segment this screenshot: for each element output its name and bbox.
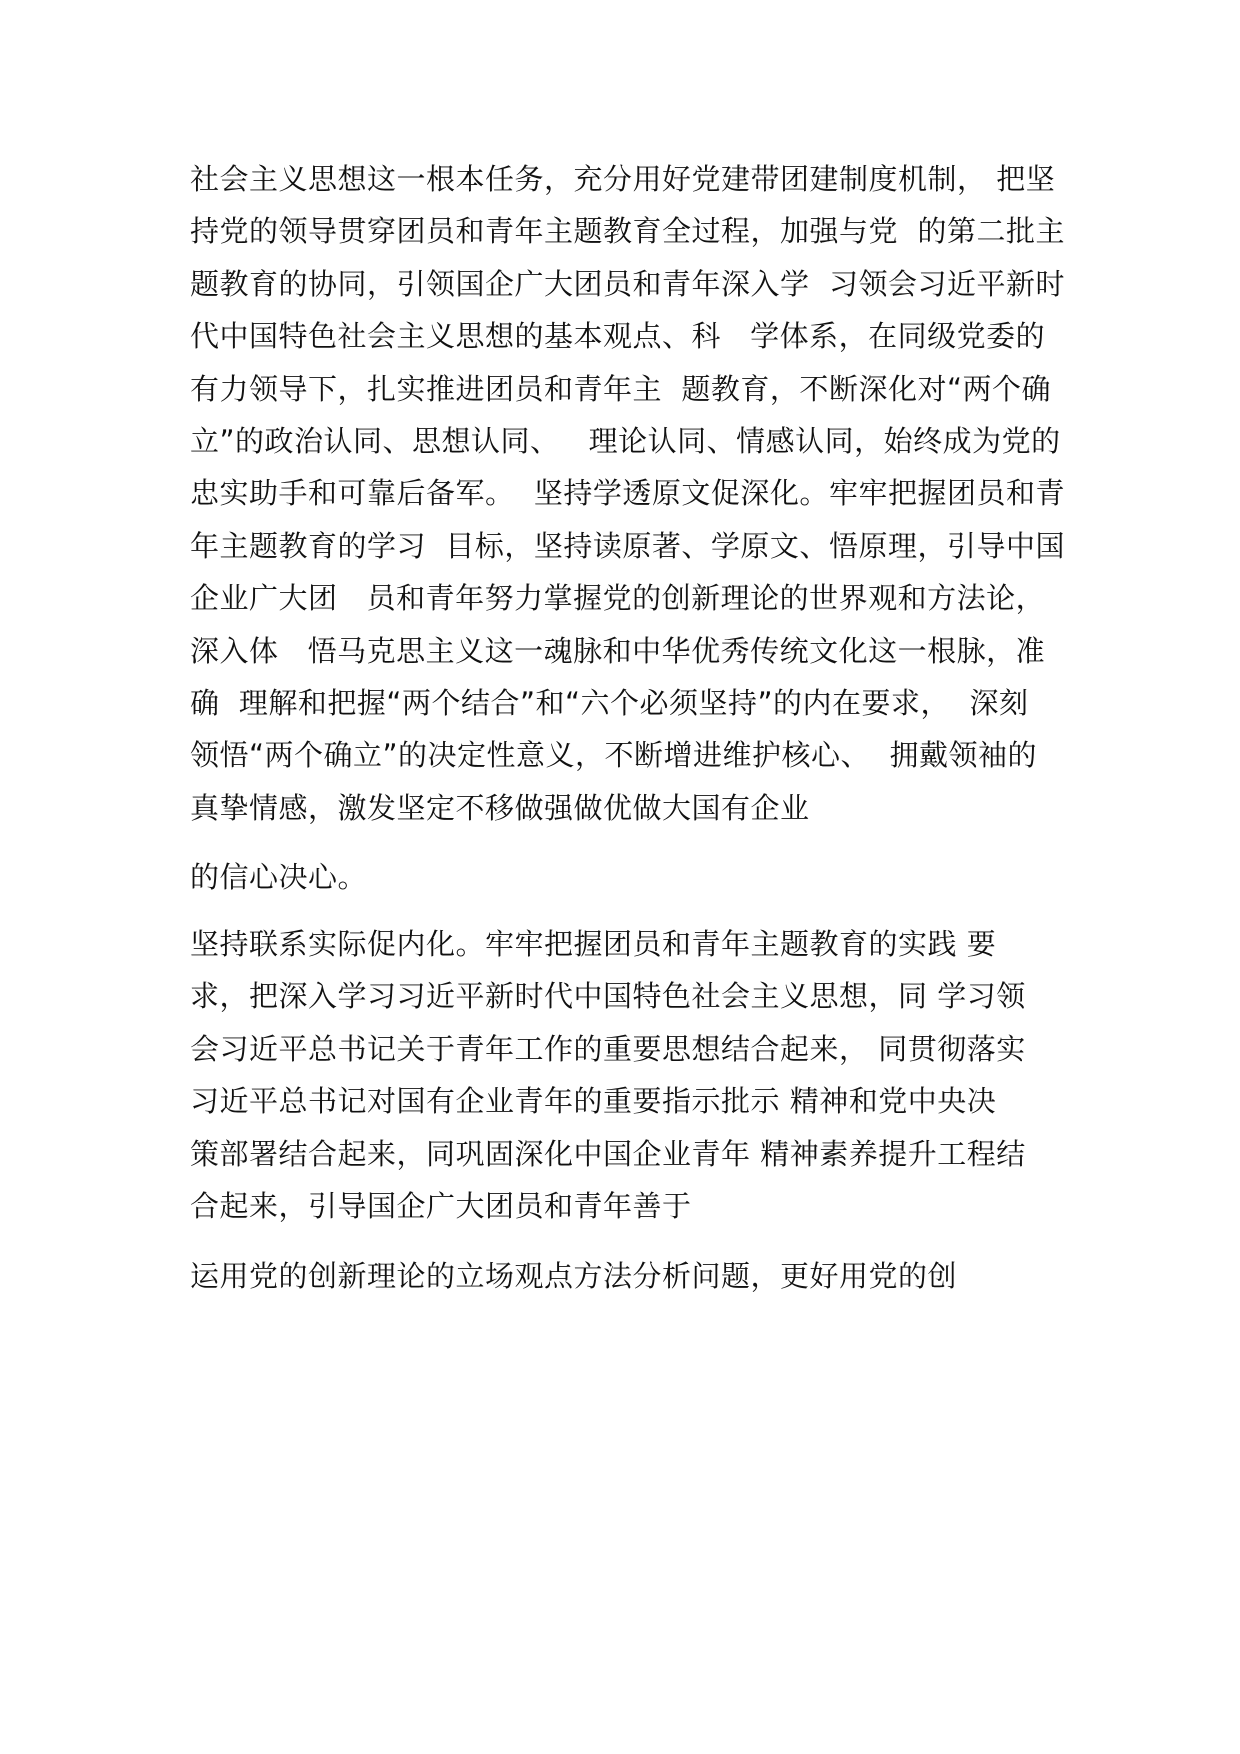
- text-line: 忠实助手和可靠后备军。 坚持学透原文促深化。牢牢把握团员和青: [190, 476, 1065, 511]
- text-line: 会习近平总书记关于青年工作的重要思想结合起来， 同贯彻落实: [190, 1031, 1026, 1066]
- text-line: 有力领导下，扎实推进团员和青年主 题教育，不断深化对“两个确: [190, 371, 1051, 406]
- text-line: 求，把深入学习习近平新时代中国特色社会主义思想，同 学习领: [190, 979, 1026, 1014]
- text-line: 习近平总书记对国有企业青年的重要指示批示 精神和党中央决: [190, 1084, 997, 1119]
- paragraph-2: [190, 851, 1090, 903]
- text-line: 坚持联系实际促内化。牢牢把握团员和青年主题教育的实践 要: [190, 927, 997, 961]
- text-line: 运用党的创新理论的立场观点方法分析问题，更好用党的创: [190, 1259, 958, 1293]
- text-line: 合起来，引导国企广大团员和青年善于: [190, 1189, 692, 1224]
- text-line: 立”的政治认同、思想认同、 理论认同、情感认同，始终成为党的: [190, 424, 1061, 459]
- text-line: 策部署结合起来，同巩固深化中国企业青年 精神素养提升工程结: [190, 1136, 1026, 1171]
- text-line: 题教育的协同，引领国企广大团员和青年深入学 习领会习近平新时: [190, 266, 1065, 301]
- paragraph-1: [190, 153, 1090, 834]
- paragraph-3: [190, 918, 1090, 1232]
- text-line: 代中国特色社会主义思想的基本观点、科 学体系，在同级党委的: [190, 319, 1046, 354]
- text-line: 企业广大团 员和青年努力掌握党的创新理论的世界观和方法论，: [190, 581, 1046, 616]
- text-line: 持党的领导贯穿团员和青年主题教育全过程，加强与党 的第二批主: [190, 214, 1065, 249]
- text-line: 年主题教育的学习 目标，坚持读原著、学原文、悟原理，引导中国: [190, 528, 1065, 563]
- text-line: 深入体 悟马克思主义这一魂脉和中华优秀传统文化这一根脉，准: [190, 633, 1046, 668]
- text-line: 的信心决心。: [190, 860, 368, 894]
- paragraph-4: [190, 1250, 1090, 1302]
- text-line: 真挚情感，激发坚定不移做强做优做大国有企业: [190, 790, 810, 825]
- text-line: 领悟“两个确立”的决定性意义，不断增进维护核心、 拥戴领袖的: [190, 738, 1037, 773]
- text-line: 确 理解和把握“两个结合”和“六个必须坚持”的内在要求， 深刻: [190, 686, 1029, 721]
- text-line: 社会主义思想这一根本任务，充分用好党建带团建制度机制， 把坚: [190, 162, 1056, 196]
